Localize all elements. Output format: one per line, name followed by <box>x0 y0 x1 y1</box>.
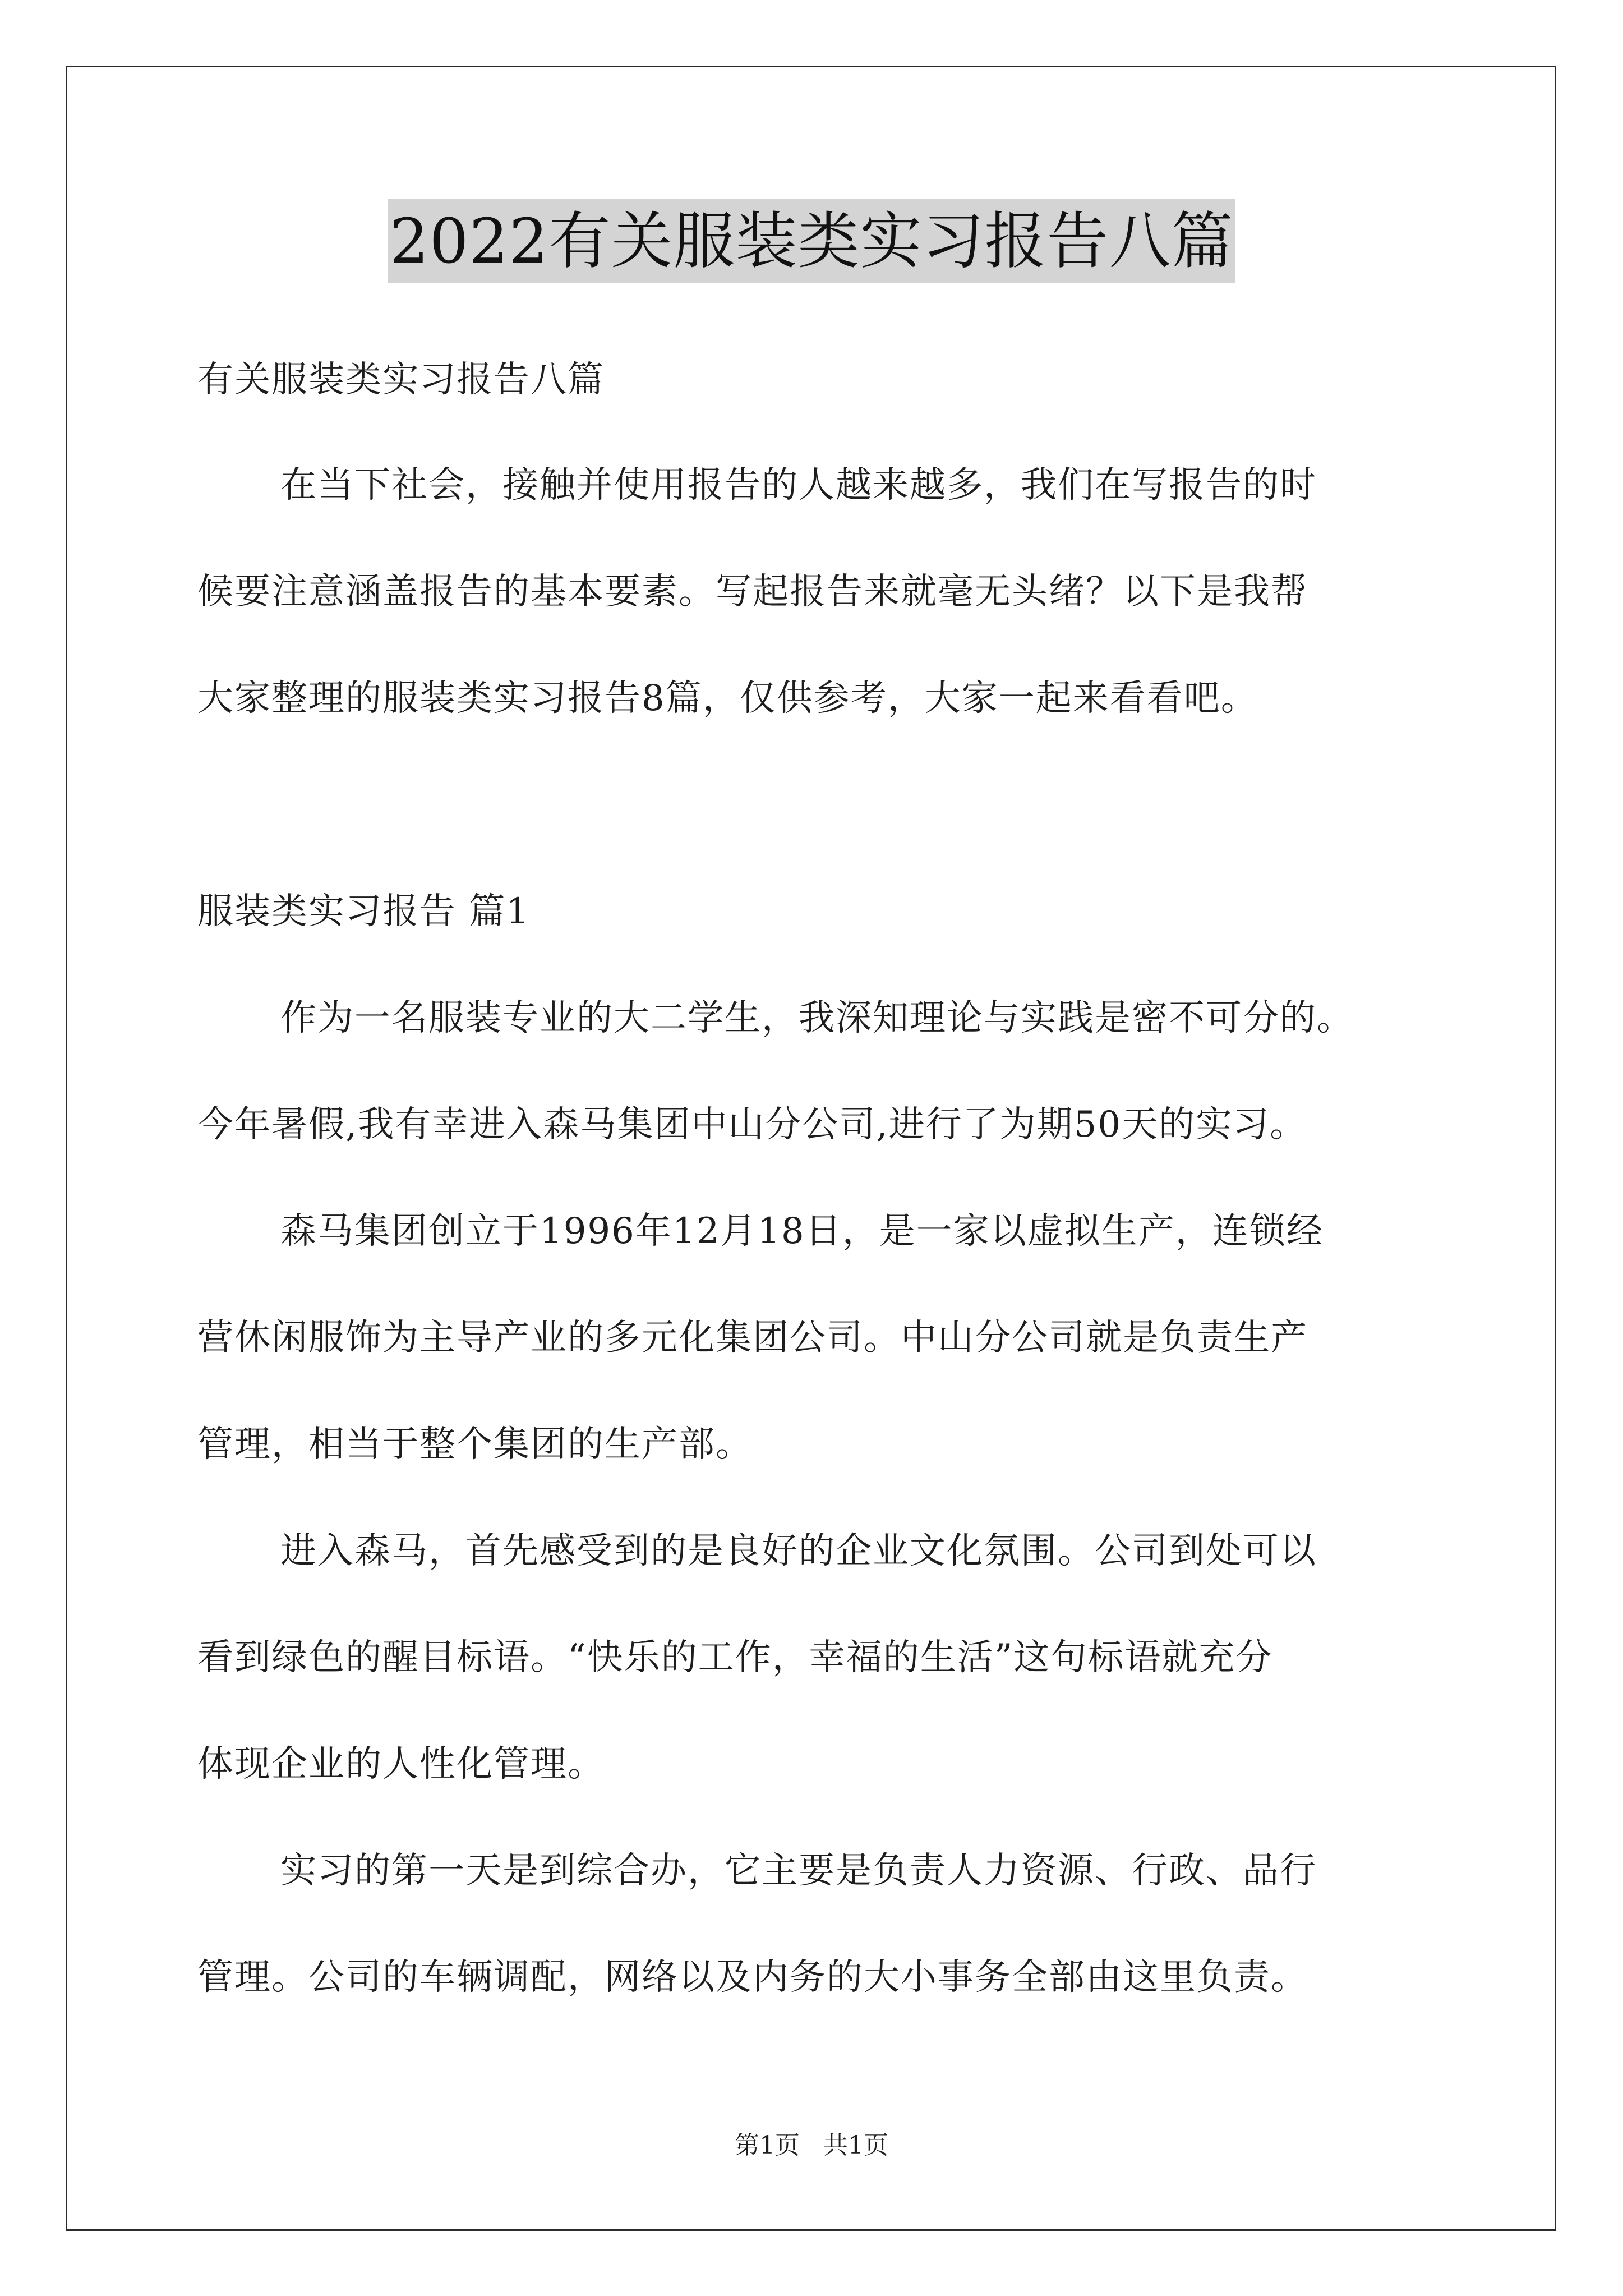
page-number: 第1页 <box>735 2131 800 2160</box>
paragraph-line-9: 实习的第一天是到综合办，它主要是负责人力资源、行政、品行 <box>280 1850 1317 1892</box>
document-subtitle: 有关服装类实习报告八篇 <box>197 359 605 401</box>
paragraph-line-3: 森马集团创立于1996年12月18日，是一家以虚拟生产，连锁经 <box>280 1211 1324 1252</box>
paragraph-line-7: 看到绿色的醒目标语。“快乐的工作，幸福的生活”这句标语就充分 <box>197 1637 1273 1678</box>
paragraph-line-2: 今年暑假,我有幸进入森马集团中山分公司,进行了为期50天的实习。 <box>197 1104 1307 1145</box>
paragraph-line-10: 管理。公司的车辆调配，网络以及内务的大小事务全部由这里负责。 <box>197 1957 1308 1998</box>
page-total: 共1页 <box>823 2131 888 2160</box>
paragraph-line-5: 管理，相当于整个集团的生产部。 <box>197 1424 753 1465</box>
paragraph-line-1: 作为一名服装专业的大二学生，我深知理论与实践是密不可分的。 <box>280 997 1354 1039</box>
intro-line-2: 候要注意涵盖报告的基本要素。写起报告来就毫无头绪？以下是我帮 <box>197 571 1308 613</box>
title-container <box>0 199 1623 283</box>
page-footer <box>0 2129 1623 2162</box>
paragraph-line-6: 进入森马，首先感受到的是良好的企业文化氛围。公司到处可以 <box>280 1530 1317 1572</box>
section-heading: 服装类实习报告 篇1 <box>197 891 531 932</box>
document-title: 2022有关服装类实习报告八篇 <box>388 199 1236 283</box>
intro-line-3: 大家整理的服装类实习报告8篇，仅供参考，大家一起来看看吧。 <box>197 678 1258 719</box>
paragraph-line-4: 营休闲服饰为主导产业的多元化集团公司。中山分公司就是负责生产 <box>197 1317 1308 1359</box>
intro-line-1: 在当下社会，接触并使用报告的人越来越多，我们在写报告的时 <box>280 464 1317 506</box>
paragraph-line-8: 体现企业的人性化管理。 <box>197 1743 605 1785</box>
